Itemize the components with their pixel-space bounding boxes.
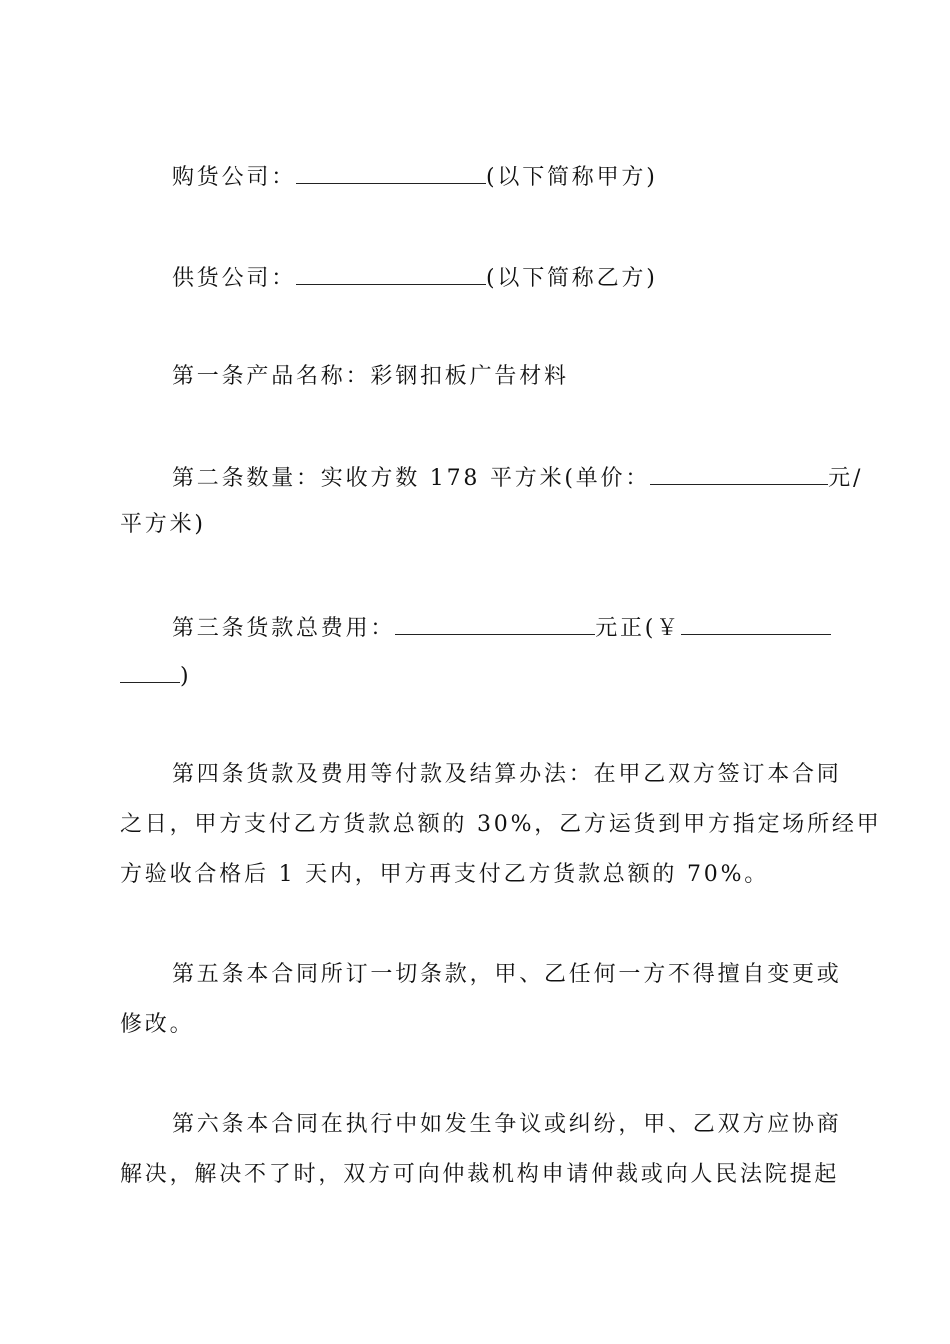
article-1: 第一条产品名称：彩钢扣板广告材料 [172, 364, 569, 389]
article-4-line-2: 之日，甲方支付乙方货款总额的 30%，乙方运货到甲方指定场所经甲 [120, 812, 882, 837]
buyer-suffix: (以下简称甲方) [486, 165, 658, 190]
article-4-line-3: 方验收合格后 1 天内，甲方再支付乙方货款总额的 70%。 [120, 862, 770, 887]
article-2-line-2: 平方米) [120, 512, 206, 537]
total-cost-blank [395, 612, 595, 635]
article-6-line-1: 第六条本合同在执行中如发生争议或纠纷，甲、乙双方应协商 [172, 1112, 842, 1137]
article-5-line-2: 修改。 [120, 1012, 195, 1037]
article-6-line-2: 解决，解决不了时，双方可向仲裁机构申请仲裁或向人民法院提起 [120, 1162, 840, 1187]
article-3-line-1 [172, 612, 835, 644]
article-2-line-1 [172, 462, 864, 494]
article-2-text: 第二条数量：实收方数 178 平方米(单价： [172, 466, 651, 491]
supplier-line [172, 262, 835, 294]
article-4-line-1: 第四条货款及费用等付款及结算办法：在甲乙双方签订本合同 [172, 762, 842, 787]
article-3-text: 第三条货款总费用： [172, 616, 396, 641]
article-3-close: ) [180, 664, 192, 689]
article-3-line-2 [120, 660, 835, 692]
total-cost-number-blank [681, 612, 831, 635]
buyer-line [172, 161, 835, 193]
article-5-line-1: 第五条本合同所订一切条款，甲、乙任何一方不得擅自变更或 [172, 962, 842, 987]
supplier-name-blank [296, 262, 486, 285]
supplier-suffix: (以下简称乙方) [486, 266, 658, 291]
buyer-label: 购货公司： [172, 165, 297, 190]
buyer-name-blank [296, 161, 486, 184]
supplier-label: 供货公司： [172, 266, 297, 291]
unit-price-blank [650, 462, 828, 485]
total-cost-number-blank-cont [120, 660, 180, 683]
article-2-unit: 元/ [828, 466, 864, 491]
article-3-currency: 元正(￥ [595, 616, 681, 641]
